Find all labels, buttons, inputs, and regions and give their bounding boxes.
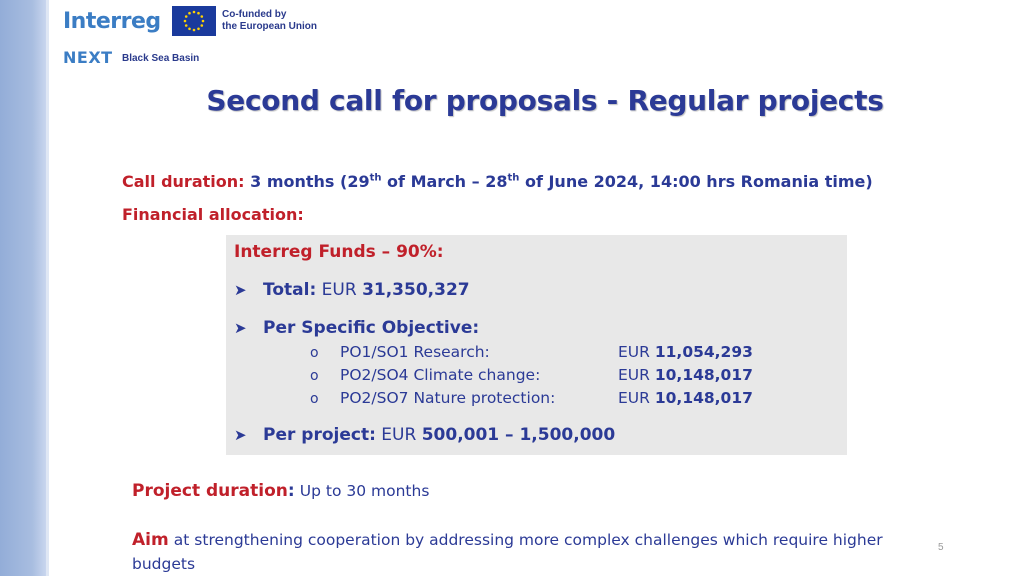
superscript-th-1: th [369,172,382,184]
call-duration-label: Call duration: [122,172,245,191]
next-logo-text: NEXT [63,48,113,67]
objective-row [310,343,753,365]
slide-title: Second call for proposals - Regular projects [206,84,884,117]
per-project-label: Per project: [263,425,376,445]
aim-text-line-2: budgets [132,555,196,573]
circle-bullet-icon: o [310,391,319,407]
call-duration-line [122,172,873,191]
objective-value: 11,054,293 [654,343,753,361]
call-duration-text-b: of March – 28 [381,172,508,191]
total-bullet [234,280,470,300]
cofunded-line-2: the European Union [222,21,317,32]
aim-text: at strengthening cooperation by addressing more complex challenges which require higher [173,531,883,549]
objective-value: 10,148,017 [654,366,753,384]
objective-name: PO1/SO1 Research: [340,343,490,361]
arrow-bullet-icon: ➤ [234,281,247,299]
project-duration-line [132,481,429,501]
circle-bullet-icon: o [310,368,319,384]
objective-currency: EUR [618,343,650,361]
arrow-bullet-icon: ➤ [234,426,247,444]
per-objective-bullet [234,318,479,338]
objective-row [310,389,753,411]
page-number: 5 [938,542,944,553]
objective-row [310,366,753,388]
objective-currency: EUR [618,389,650,407]
per-project-currency: EUR [381,425,417,445]
total-value: 31,350,327 [362,280,470,300]
arrow-bullet-icon: ➤ [234,319,247,337]
per-project-value: 500,001 – 1,500,000 [421,425,616,445]
funds-title: Interreg Funds – 90%: [234,242,444,262]
objective-amount [618,343,753,361]
financial-allocation-label: Financial allocation: [122,205,304,224]
circle-bullet-icon: o [310,345,319,361]
project-duration-colon: : [287,481,295,501]
total-label: Total: [263,280,317,300]
aim-label: Aim [132,530,169,550]
objective-amount [618,366,753,384]
cofunded-line-1: Co-funded by [222,9,287,20]
interreg-logo-text: Interreg [63,9,161,34]
call-duration-text-c: of June 2024, 14:00 hrs Romania time) [519,172,873,191]
objective-currency: EUR [618,366,650,384]
objective-value: 10,148,017 [654,389,753,407]
program-name: Black Sea Basin [122,53,200,64]
call-duration-text-a: 3 months (29 [250,172,370,191]
superscript-th-2: th [507,172,520,184]
objective-amount [618,389,753,407]
project-duration-value: Up to 30 months [299,482,430,500]
project-duration-label: Project duration [132,481,288,501]
objective-name: PO2/SO7 Nature protection: [340,389,556,407]
objective-name: PO2/SO4 Climate change: [340,366,541,384]
cofunded-label [222,9,317,33]
eu-flag-icon [172,6,216,36]
per-project-bullet [234,425,615,445]
per-objective-label: Per Specific Objective: [263,318,480,338]
funds-box [226,235,847,455]
aim-line [132,530,883,550]
total-currency: EUR [321,280,357,300]
